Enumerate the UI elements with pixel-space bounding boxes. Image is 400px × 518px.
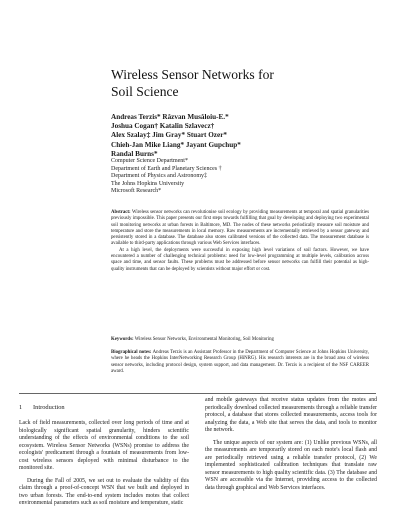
- keywords: [111, 337, 369, 343]
- bio-text: Andreas Terzis is an Assistant Professor in the Department of Computer Science at Johns Hopkins University, where he heads the Hopkins InterNetworking Research Group (HiNRG). His research interests are in the broad area of wireless sensor networks, including protocol design, system support, and data management. Dr. Terzis is a recipient of the NSF CAREER award.: [111, 350, 369, 374]
- affiliation-line: Computer Science Department*: [111, 158, 188, 164]
- affiliation-line: Department of Physics and Astronomy‡: [111, 173, 207, 180]
- biographical-notes: [111, 350, 369, 375]
- keywords-text: Wireless Sensor Networks, Environmental Monitoring, Soil Monitoring: [134, 337, 274, 342]
- section-title: Introduction: [33, 404, 65, 411]
- paper-title: [111, 66, 361, 100]
- intro-paragraph: Lack of field measurements, collected over long periods of time and at biologically significant spatial granularity, hinders scientific understanding of the effects of environmental conditions to the soil ecosystem. Wireless Sensor Networks (WSNs) promise to address the ecologists' predicament through a fountain of measurements from low-cost wireless sensors deployed with minimal disturbance to the monitored site.: [19, 420, 189, 471]
- intro-paragraph: and mobile gateways that receive status updates from the motes and periodically download collected measurements through a reliable transfer protocol, a database that stores collected measurements, access tools for analyzing the data, a Web site that serves the data, and tools to monitor the network.: [205, 397, 377, 433]
- section-heading: [19, 404, 189, 412]
- author-line: Andreas Terzis* Răzvan Musăloiu-E.*: [111, 113, 229, 121]
- title-line-2: Soil Science: [111, 84, 179, 99]
- affiliation-line: Department of Earth and Planetary Sciences †: [111, 165, 222, 172]
- author-line: Chieh-Jan Mike Liang* Jayant Gupchup*: [111, 140, 241, 149]
- intro-paragraph: The unique aspects of our system are: (1) Unlike previous WSNs, all the measurements are temporarily stored on each mote's local flash and are periodically retrieved using a reliable transfer protocol, (2) We implemented sophisticated calibration techniques that translate raw sensor measurements to high quality scientific data. (3) The database and WSN are accessible via the Internet, providing access to the collected data through graphical and Web Services interfaces.: [205, 439, 377, 491]
- title-line-1: Wireless Sensor Networks for: [111, 67, 274, 82]
- left-column: [19, 404, 189, 508]
- abstract: [111, 210, 369, 273]
- author-line: Randal Burns*: [111, 149, 158, 158]
- affiliation-line: Microsoft Research*: [111, 188, 162, 195]
- affiliation-list: [111, 158, 371, 196]
- keywords-label: Keywords:: [111, 337, 134, 342]
- author-line: Joshua Cogan† Katalin Szlavecz†: [111, 122, 215, 131]
- author-list: [111, 113, 371, 159]
- abstract-text: Wireless sensor networks can revolutionise soil ecology by providing measurements at temporal and spatial granularities previously impossible. This paper presents our first steps towards fulfilling that goal by developing and deploying two experimental soil monitoring networks at urban forests in Baltimore, MD. The nodes of these networks periodically measure soil moisture and temperature and store the measurements in local memory. Raw measurements are incrementally retrieved by a sensor gateway and persistently stored in a database. The database also stores calibrated versions of the collected data. The measurement database is available to third-party applications through various Web Services interfaces.: [111, 210, 369, 247]
- author-line: Alex Szalay‡ Jim Gray* Stuart Ozer*: [111, 131, 227, 140]
- abstract-text-2: At a high level, the deployments were successful in exposing high level variations of soil factors. However, we have encountered a number of challenging technical problems: need for low-level programming at multiple levels, calibration across space and time, and sensor faults. These problems must be addressed before sensor networks can fulfill their potential as high-quality instruments that can be deployed by scientists without major effort or cost.: [111, 247, 369, 272]
- section-number: 1: [19, 404, 23, 411]
- abstract-label: Abstract:: [111, 210, 131, 215]
- bio-label: Biographical notes:: [111, 350, 152, 355]
- right-column: [205, 397, 377, 492]
- section-divider: [19, 393, 376, 394]
- affiliation-line: The Johns Hopkins University: [111, 180, 185, 187]
- intro-paragraph: During the Fall of 2005, we set out to evaluate the validity of this claim through a proof-of-concept WSN that we built and deployed in two urban forests. The end-to-end system includes motes that collect environmental parameters such as soil moisture and temperature, static: [19, 477, 189, 506]
